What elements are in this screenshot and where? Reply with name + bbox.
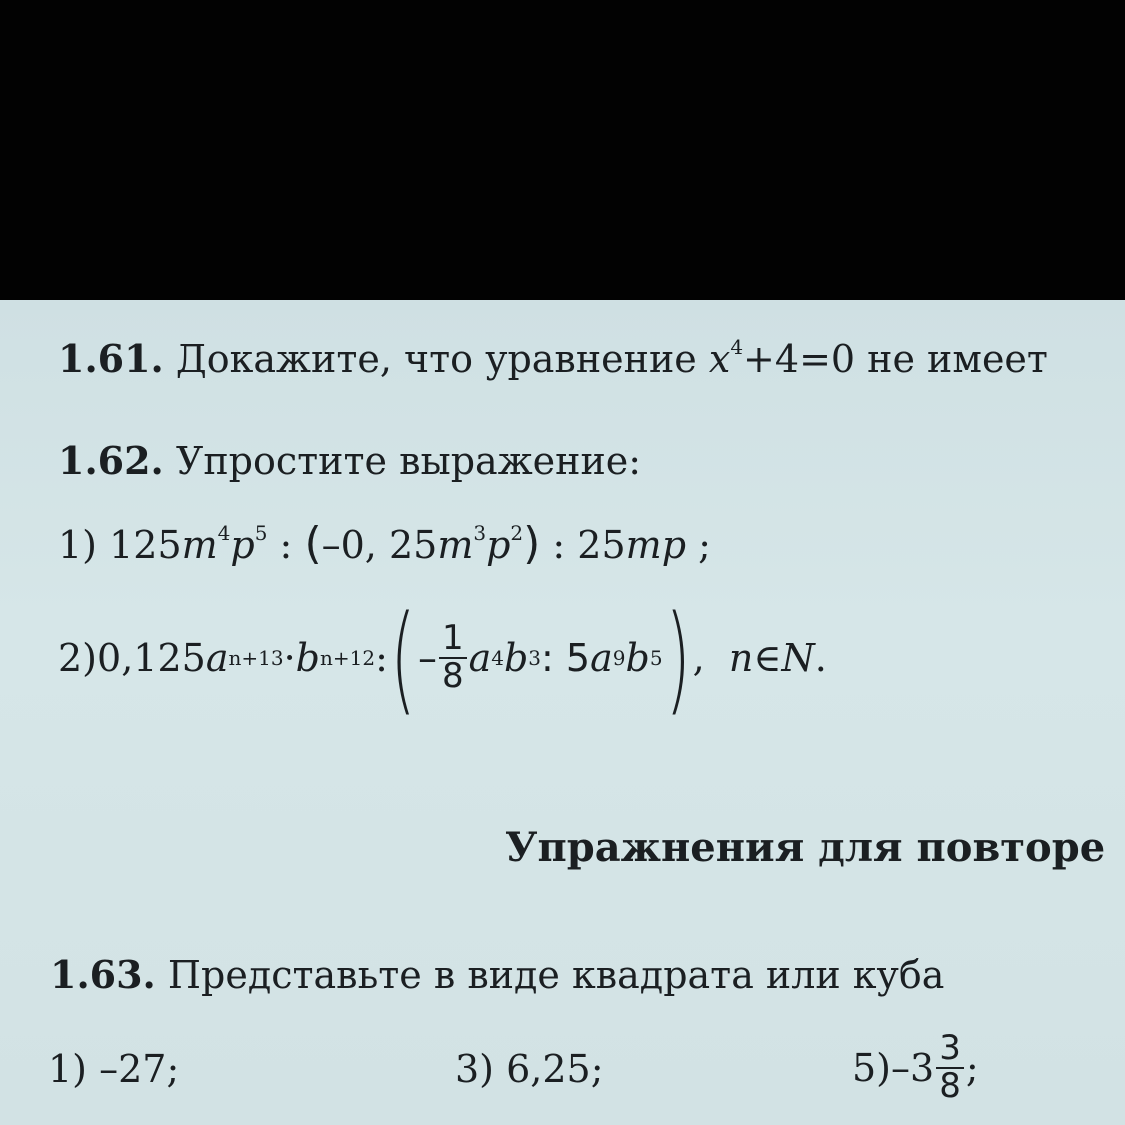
- exponent: 3: [473, 521, 487, 545]
- minus: –: [417, 636, 437, 680]
- option-1: [48, 1047, 180, 1091]
- coef: 125: [97, 523, 182, 567]
- problem-1-63: [50, 952, 945, 997]
- big-right-paren: ): [664, 589, 691, 727]
- var-p: p: [486, 523, 511, 567]
- item-label: 1): [58, 523, 98, 567]
- var-b: b: [625, 636, 650, 680]
- right-paren: ): [523, 518, 541, 569]
- big-left-paren: (: [390, 589, 416, 727]
- problem-1-62: [58, 438, 642, 483]
- element-of: ∈: [753, 636, 782, 680]
- var-a: a: [468, 636, 492, 680]
- fraction: [936, 1028, 964, 1106]
- denominator: 8: [936, 1067, 964, 1105]
- problem-number: 1.62.: [58, 438, 164, 483]
- denominator: 8: [439, 657, 467, 695]
- problem-number: 1.61.: [58, 336, 164, 381]
- option-label: 5): [852, 1046, 892, 1090]
- expression-2: 2) 0,125 a n+13 · b n+12 : ( – $\frac{1}{8}$ a 4 b 3 : 5 a 9 b 5 ) , n ∈ N .: [58, 589, 827, 727]
- period: .: [814, 636, 827, 680]
- textbook-page: [0, 300, 1125, 1125]
- colon-coef: : 5: [541, 636, 591, 680]
- semicolon: ;: [686, 523, 711, 567]
- coef: –0, 25: [321, 523, 438, 567]
- black-background: [0, 0, 1125, 300]
- comma: ,: [692, 636, 705, 680]
- expression-1: [58, 518, 711, 569]
- problem-text: Докажите, что уравнение: [163, 337, 709, 381]
- problem-text-end: +4=0 не имеет: [743, 337, 1048, 381]
- numerator: 1: [441, 618, 464, 659]
- var-a: a: [205, 636, 229, 680]
- var-a: a: [590, 636, 613, 680]
- exponent: 2: [510, 521, 524, 545]
- exponent: 4: [217, 521, 231, 545]
- problem-1-61: [58, 335, 1048, 381]
- var-b: b: [503, 636, 529, 680]
- exponent: 4: [730, 335, 744, 359]
- option-3: [455, 1047, 604, 1091]
- option-5: [852, 1018, 979, 1118]
- option-value: –3: [891, 1046, 935, 1090]
- option-value: 6,25;: [494, 1047, 604, 1091]
- semicolon: ;: [965, 1046, 979, 1090]
- problem-text: Упростите выражение:: [163, 439, 642, 483]
- dot: ·: [283, 636, 296, 680]
- var-m: m: [437, 523, 474, 567]
- numerator: 3: [939, 1028, 961, 1069]
- var-b: b: [295, 636, 320, 680]
- fraction: [439, 618, 467, 696]
- colon: :: [267, 523, 305, 567]
- coef: : 25: [540, 523, 626, 567]
- colon: :: [375, 636, 388, 680]
- coef: 0,125: [97, 636, 206, 680]
- var-n: n: [728, 636, 754, 680]
- exponent: 5: [254, 521, 268, 545]
- option-label: 1): [48, 1047, 88, 1091]
- var-m: m: [181, 523, 218, 567]
- section-heading: Упражнения для повторе: [505, 824, 1106, 871]
- left-paren: (: [304, 518, 322, 569]
- var-p: p: [230, 523, 255, 567]
- var-x: x: [708, 337, 731, 381]
- item-label: 2): [58, 636, 98, 680]
- var-mp: mp: [625, 523, 687, 567]
- option-label: 3): [455, 1047, 495, 1091]
- problem-text: Представьте в виде квадрата или куба: [155, 953, 945, 997]
- set-N: N: [781, 636, 815, 680]
- problem-number: 1.63.: [50, 952, 156, 997]
- option-value: –27;: [87, 1047, 180, 1091]
